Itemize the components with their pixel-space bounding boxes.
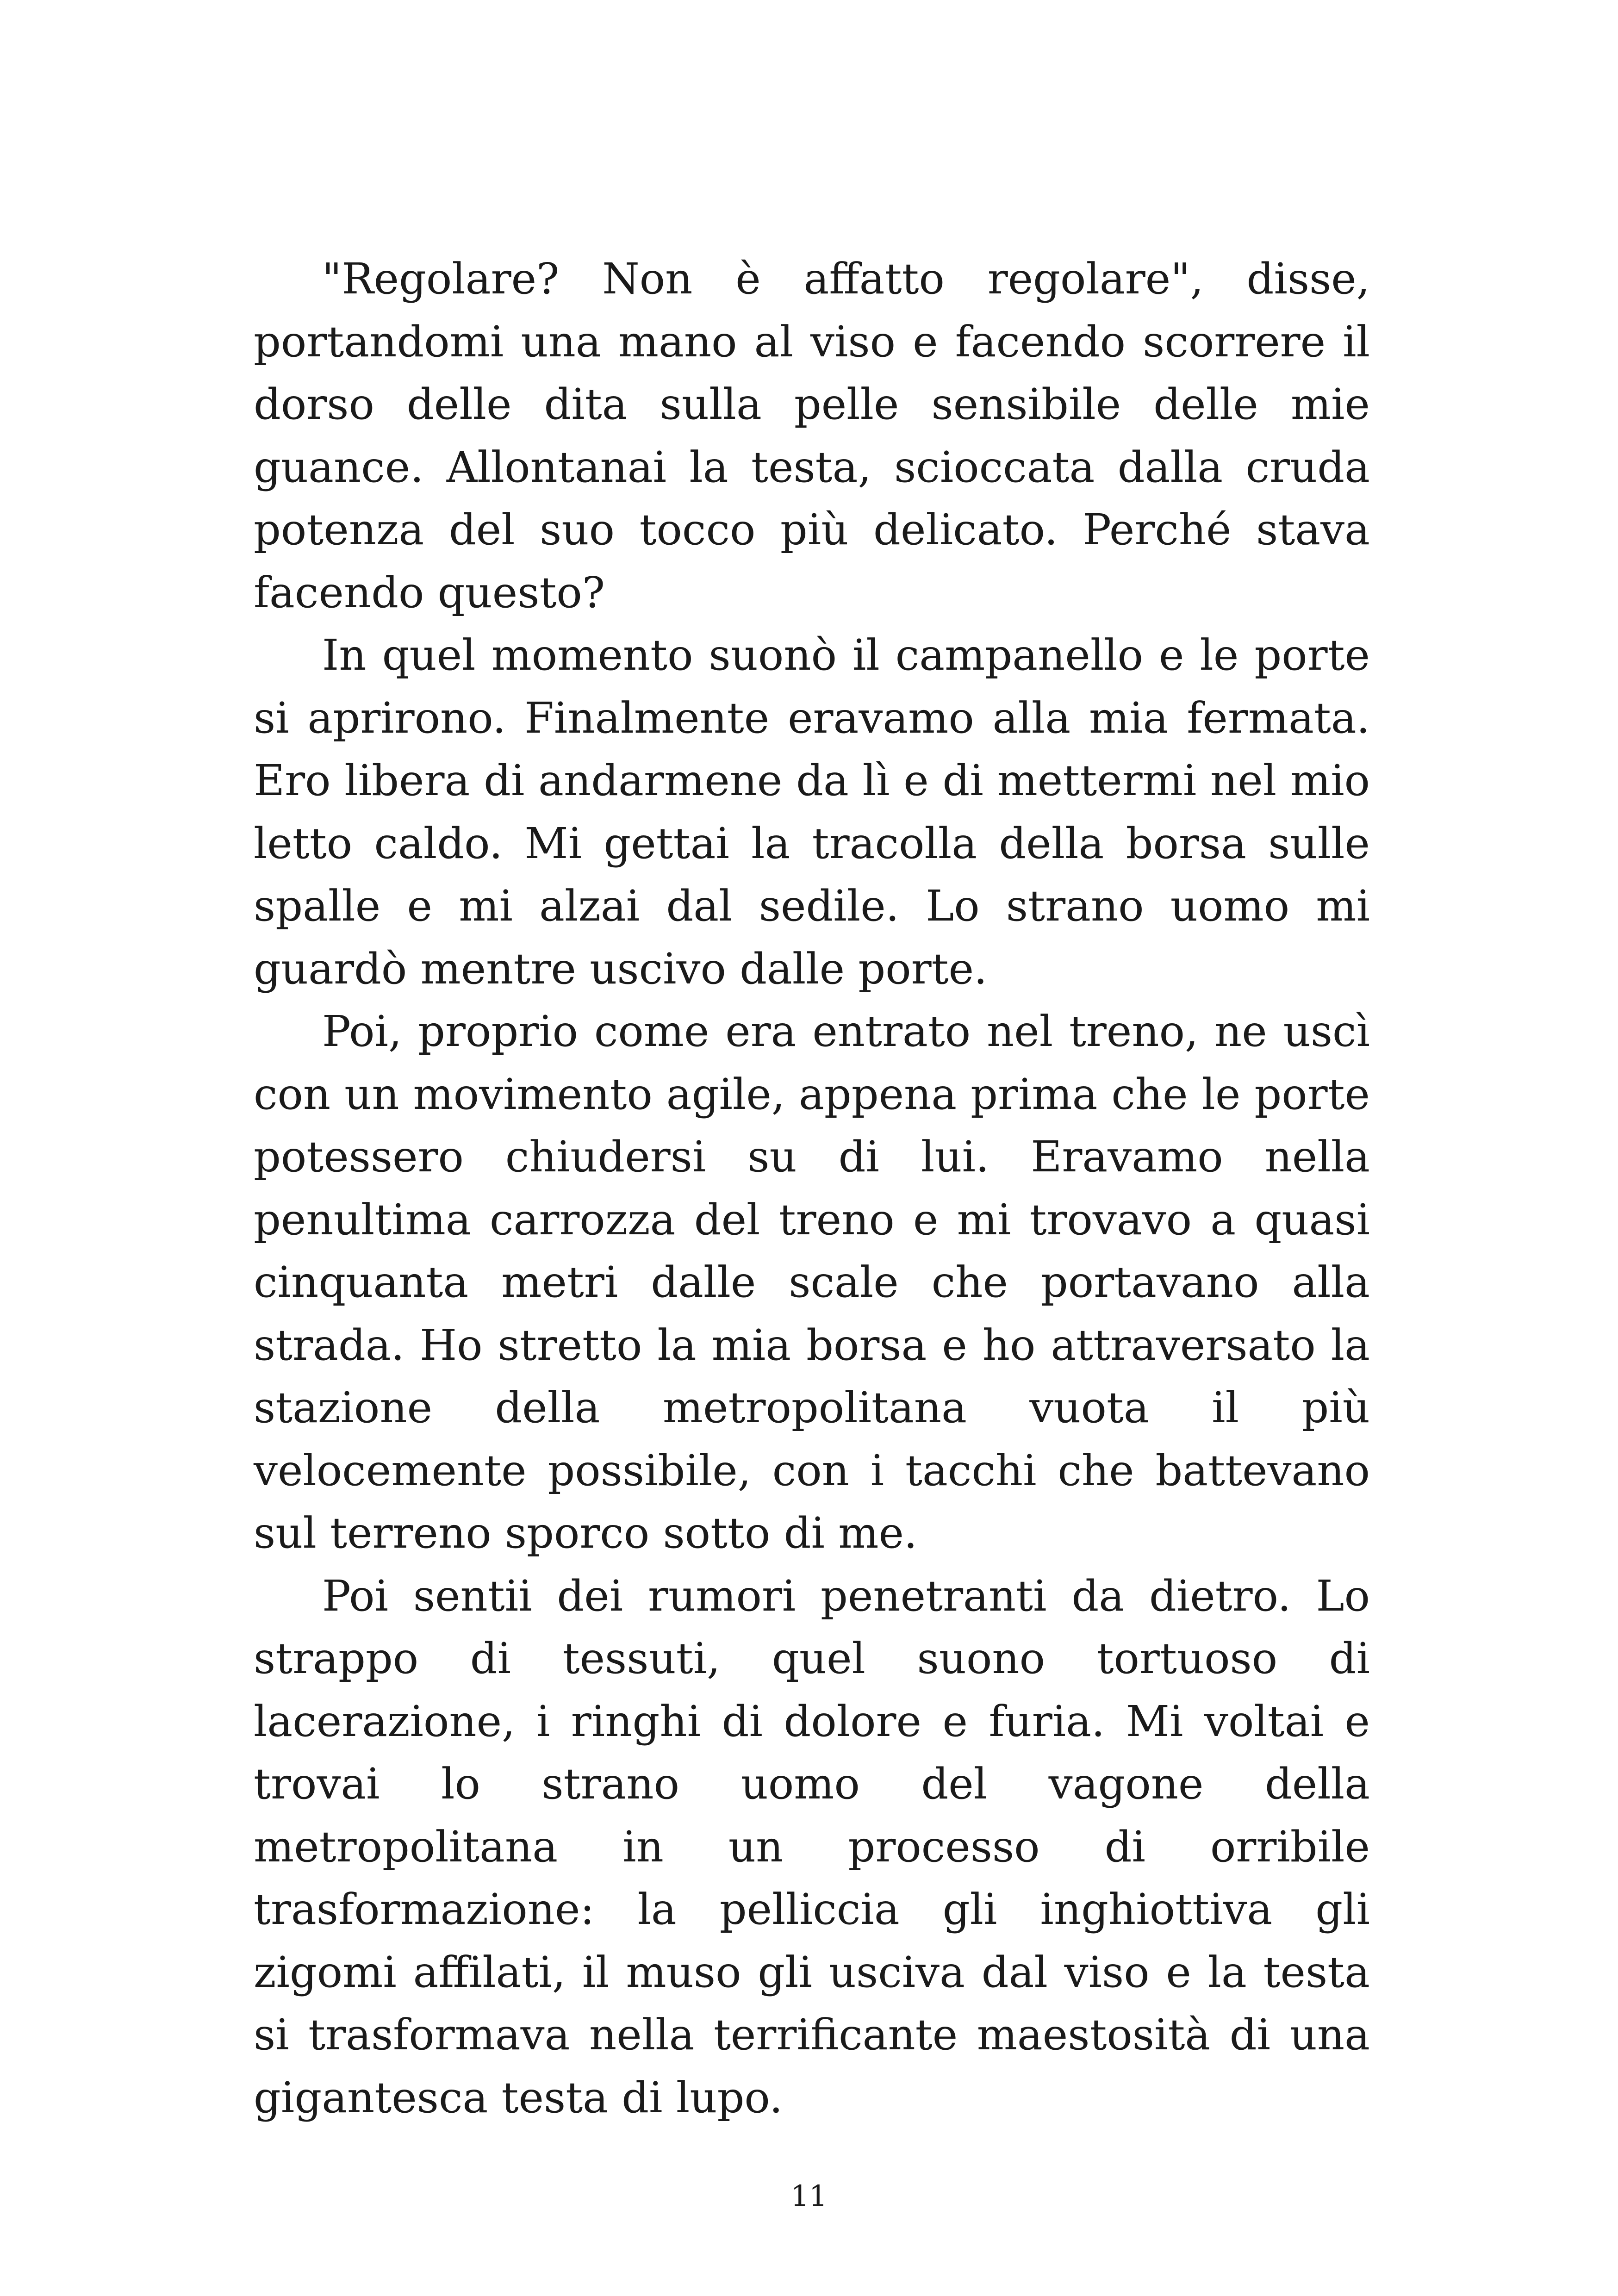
paragraph-3: Poi, proprio come era entrato nel treno, ne uscì con un movimento agile, appena prima che le porte potessero chiudersi su di lui. Eravamo nella penultima carrozza del treno e mi trovavo a quasi cinquanta metri dalle scale che portavano alla strada. Ho stretto la mia borsa e ho attraversato la stazione della metropolitana vuota il più velocemente possibile, con i tacchi che battevano sul terreno sporco sotto di me. xyxy=(254,1007,1370,1558)
paragraph-1: "Regolare? Non è affatto regolare", disse, portandomi una mano al viso e facendo scorrere il dorso delle dita sulla pelle sensibile delle mie guance. Allontanai la testa, scioccata dalla cruda potenza del suo tocco più delicato. Perché stava facendo questo? xyxy=(254,254,1370,617)
paragraph-4: Poi sentii dei rumori penetranti da dietro. Lo strappo di tessuti, quel suono tortuoso di lacerazione, i ringhi di dolore e furia. Mi voltai e trovai lo strano uomo del vagone della metropolitana in un processo di orribile trasformazione: la pelliccia gli inghiottiva gli zigomi affilati, il muso gli usciva dal viso e la testa si trasformava nella terrificante maestosità di una gigantesca testa di lupo. xyxy=(254,1571,1370,2122)
paragraph-2: In quel momento suonò il campanello e le porte si aprirono. Finalmente eravamo alla mia fermata. Ero libera di andarmene da lì e di mettermi nel mio letto caldo. Mi gettai la tracolla della borsa sulle spalle e mi alzai dal sedile. Lo strano uomo mi guardò mentre uscivo dalle porte. xyxy=(254,630,1370,994)
body-text xyxy=(254,248,1370,2129)
page-number: 11 xyxy=(790,2179,828,2213)
